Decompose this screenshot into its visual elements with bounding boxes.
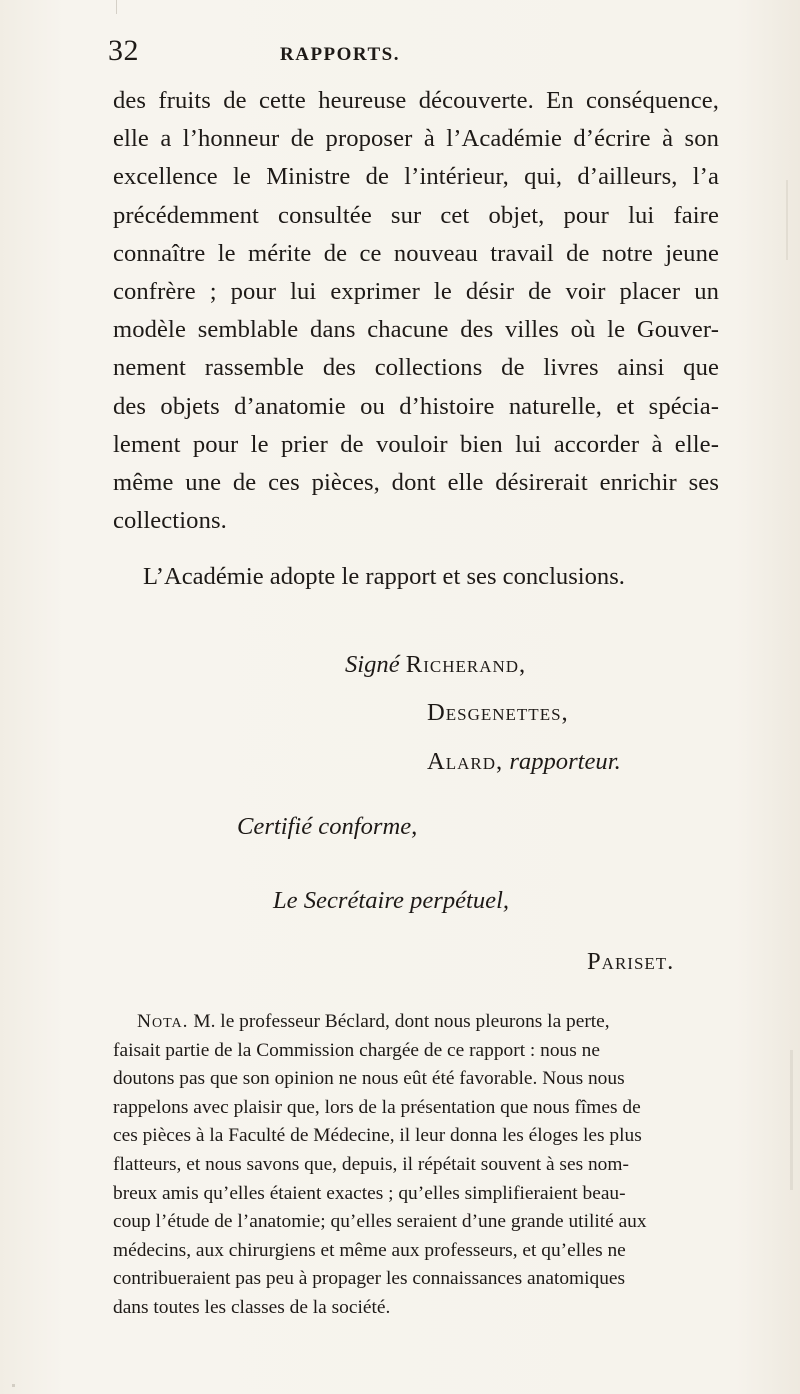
- paragraph-line: des objets d’anatomie ou d’histoire naturelle, et spécia-: [113, 392, 719, 420]
- footnote-line: ces pièces à la Faculté de Médecine, il leur donna les éloges les plus: [113, 1125, 642, 1147]
- signature-line-2: [427, 698, 569, 728]
- footnote-line: [113, 1008, 719, 1037]
- secretary-name: Pariset.: [587, 948, 675, 975]
- conclusion-sentence: L’Académie adopte le rapport et ses conclusions.: [143, 563, 625, 590]
- paragraph-line: connaître le mérite de ce nouveau travail de notre jeune: [113, 239, 719, 267]
- footnote: [113, 1008, 719, 1323]
- signature-line-3: [427, 747, 621, 777]
- secretary-title: Le Secrétaire perpétuel,: [273, 887, 510, 914]
- footnote-line: faisait partie de la Commission chargée de ce rapport : nous ne: [113, 1039, 600, 1061]
- footnote-line: contribueraient pas peu à propager les connaissances anatomiques: [113, 1268, 626, 1290]
- scan-artifact: [786, 180, 788, 260]
- paragraph-line: elle a l’honneur de proposer à l’Académie d’écrire à son: [113, 125, 719, 153]
- signature-line-1: [345, 650, 526, 680]
- paragraph-line: même une de ces pièces, dont elle désirerait enrichir ses: [113, 468, 719, 496]
- footnote-line: doutons pas que son opinion ne nous eût été favorable. Nous nous: [113, 1068, 625, 1090]
- footnote-line: médecins, aux chirurgiens et même aux professeurs, et qu’elles ne: [113, 1239, 626, 1261]
- paragraph-line: confrère ; pour lui exprimer le désir de voir placer un: [113, 277, 719, 305]
- paragraph-line: nement rassemble des collections de livres ainsi que: [113, 354, 719, 382]
- paragraph-line: lement pour le prier de vouloir bien lui accorder à elle-: [113, 430, 719, 458]
- scan-artifact: [12, 1384, 15, 1387]
- footnote-line: dans toutes les classes de la société.: [113, 1296, 391, 1318]
- signed-label: Signé: [345, 651, 400, 678]
- signatory-richerand: Richerand,: [405, 651, 527, 678]
- footnote-line: rappelons avec plaisir que, lors de la présentation que nous fîmes de: [113, 1096, 641, 1118]
- nota-label: Nota.: [137, 1011, 189, 1032]
- page-number: 32: [108, 34, 139, 67]
- footnote-line-text: M. le professeur Béclard, dont nous pleurons la perte,: [193, 1011, 610, 1032]
- paragraph-line: modèle semblable dans chacune des villes où le Gouver-: [113, 316, 719, 344]
- scan-artifact: [790, 1050, 793, 1190]
- rapporteur-label: rapporteur.: [509, 748, 621, 775]
- main-paragraph: [113, 82, 719, 540]
- running-head: RAPPORTS.: [280, 44, 400, 65]
- footnote-line: breux amis qu’elles étaient exactes ; qu’elles simplifieraient beau-: [113, 1182, 626, 1204]
- paragraph-line: collections.: [113, 507, 227, 535]
- signatory-alard: Alard,: [427, 748, 504, 775]
- page-header: [108, 36, 648, 76]
- paragraph-line: excellence le Ministre de l’intérieur, qui, d’ailleurs, l’a: [113, 163, 719, 191]
- scan-artifact: [116, 0, 117, 14]
- certified-conforme: Certifié conforme,: [237, 813, 418, 840]
- footnote-line: flatteurs, et nous savons que, depuis, il répétait souvent à ses nom-: [113, 1153, 629, 1175]
- footnote-line: coup l’étude de l’anatomie; qu’elles seraient d’une grande utilité aux: [113, 1211, 647, 1233]
- paragraph-line: des fruits de cette heureuse découverte. En conséquence,: [113, 87, 719, 114]
- signatory-desgenettes: Desgenettes,: [427, 699, 569, 726]
- paragraph-line: précédemment consultée sur cet objet, pour lui faire: [113, 201, 719, 229]
